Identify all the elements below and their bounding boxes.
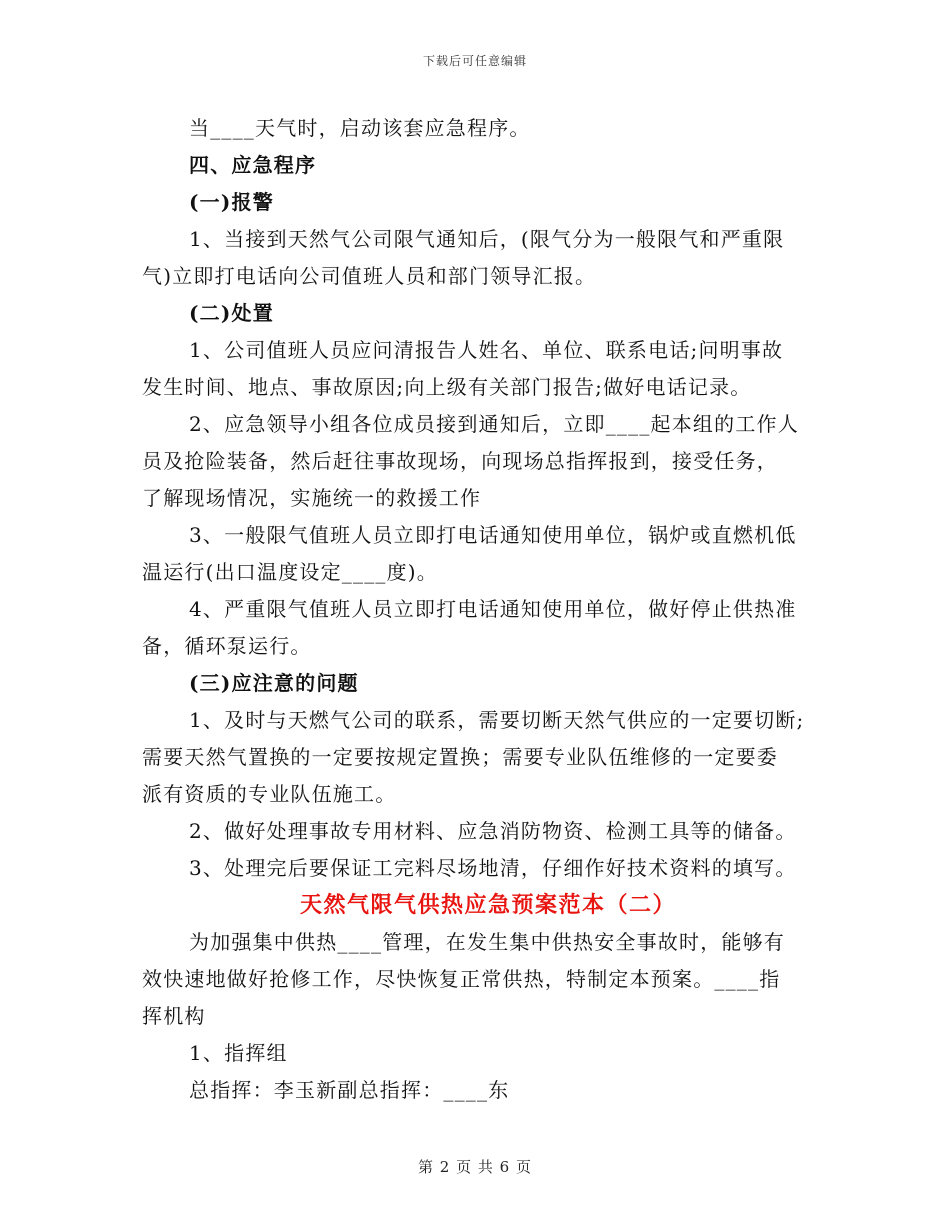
paragraph-line: 4、严重限气值班人员立即打电话通知使用单位，做好停止供热准 — [189, 597, 797, 621]
paragraph-line: 员及抢险装备，然后赶往事故现场，向现场总指挥报到，接受任务， — [142, 449, 778, 473]
document-body — [142, 110, 812, 1109]
paragraph-line: 了解现场情况，实施统一的救援工作 — [142, 486, 482, 510]
paragraph-line: 3、处理完后要保证工完料尽场地清，仔细作好技术资料的填写。 — [189, 856, 797, 880]
paragraph-line: 效快速地做好抢修工作，尽快恢复正常供热，特制定本预案。____指 — [142, 967, 781, 991]
paragraph-line: 总指挥：李玉新副总指挥：____东 — [189, 1078, 510, 1102]
paragraph-line: 1、当接到天然气公司限气通知后，(限气分为一般限气和严重限 — [189, 227, 785, 251]
paragraph-line: 备，循环泵运行。 — [142, 634, 312, 658]
paragraph-line: 派有资质的专业队伍施工。 — [142, 782, 397, 806]
paragraph-line: 当____天气时，启动该套应急程序。 — [189, 116, 531, 140]
paragraph-line: 1、公司值班人员应问清报告人姓名、单位、联系电话;问明事故 — [189, 338, 784, 362]
paragraph-line: 1、及时与天燃气公司的联系，需要切断天然气供应的一定要切断; — [189, 708, 805, 732]
section-title: 天然气限气供热应急预案范本（二） — [299, 892, 676, 918]
section-heading: (二)处置 — [189, 301, 274, 325]
page-footer: 第 2 页 共 6 页 — [418, 1158, 532, 1176]
section-heading: (一)报警 — [189, 190, 274, 214]
paragraph-line: 需要天然气置换的一定要按规定置换；需要专业队伍维修的一定要委 — [142, 745, 778, 769]
paragraph-line: 3、一般限气值班人员立即打电话通知使用单位，锅炉或直燃机低 — [189, 523, 797, 547]
paragraph-line: 1、指挥组 — [189, 1041, 288, 1065]
section-heading: (三)应注意的问题 — [189, 671, 359, 695]
paragraph-line: 挥机构 — [142, 1004, 206, 1028]
section-heading: 四、应急程序 — [189, 153, 317, 177]
page-header: 下载后可任意编辑 — [422, 54, 527, 68]
paragraph-line: 发生时间、地点、事故原因;向上级有关部门报告;做好电话记录。 — [142, 375, 752, 399]
paragraph-line: 2、应急领导小组各位成员接到通知后，立即____起本组的工作人 — [189, 412, 799, 436]
paragraph-line: 为加强集中供热____管理，在发生集中供热安全事故时，能够有 — [189, 930, 785, 954]
paragraph-line: 气)立即打电话向公司值班人员和部门领导汇报。 — [142, 264, 597, 288]
paragraph-line: 温运行(出口温度设定____度)。 — [142, 560, 439, 584]
paragraph-line: 2、做好处理事故专用材料、应急消防物资、检测工具等的储备。 — [189, 819, 797, 843]
